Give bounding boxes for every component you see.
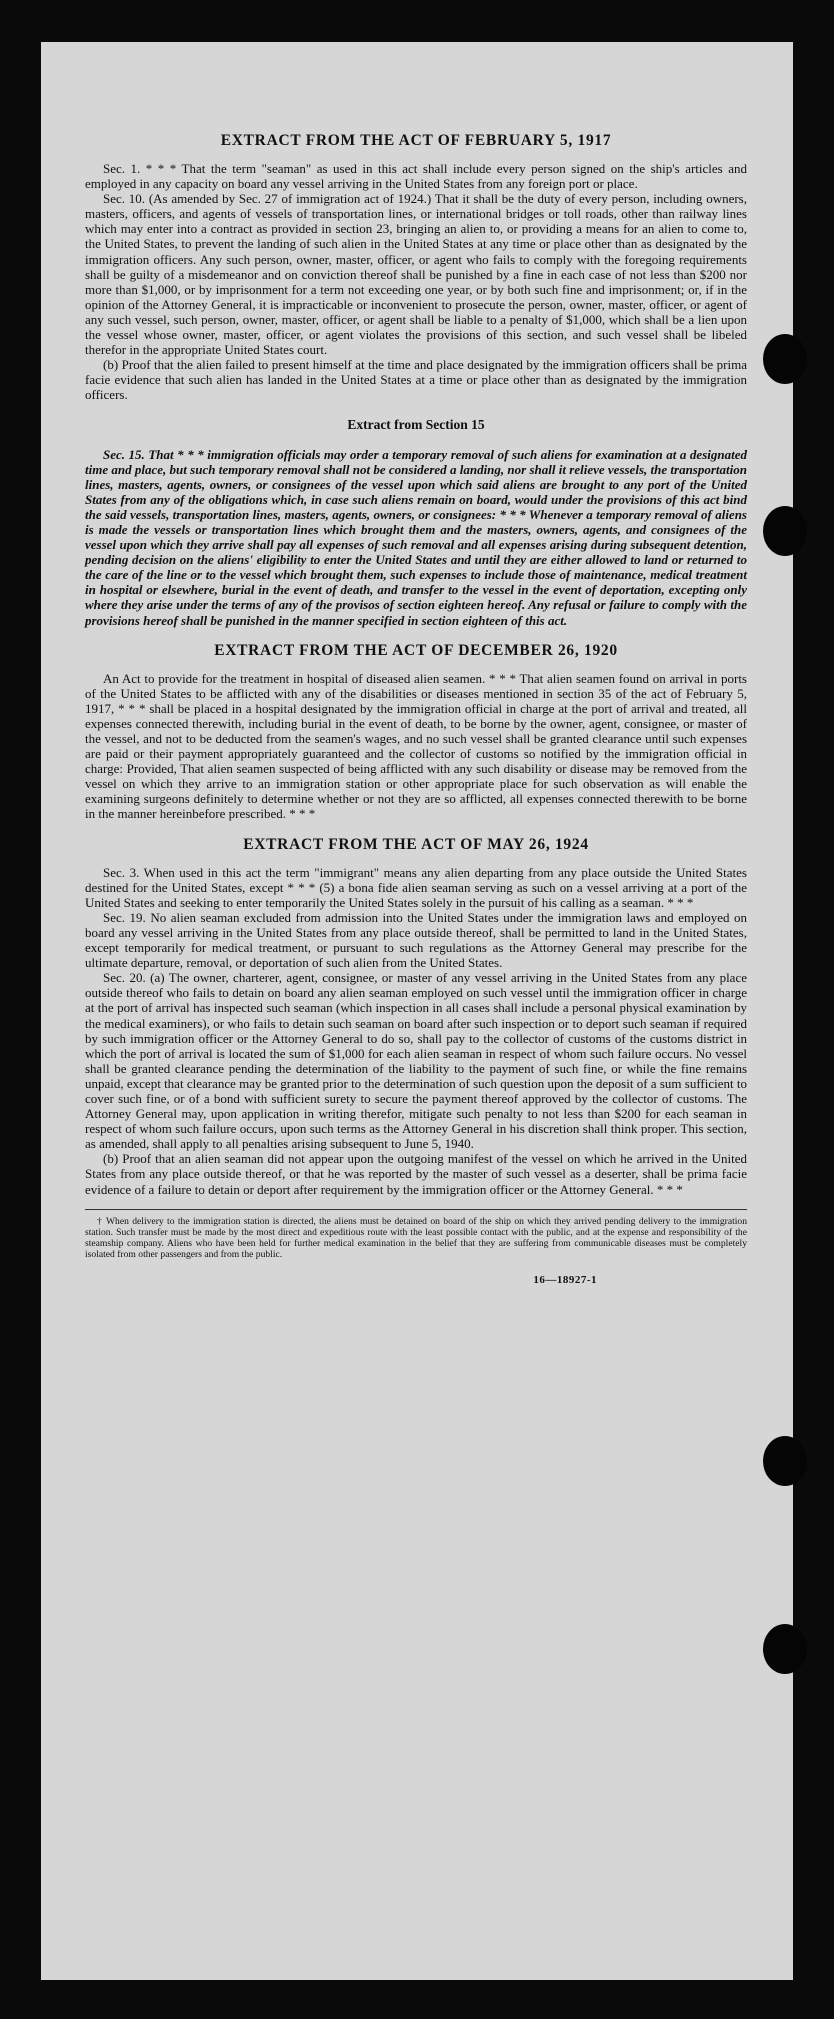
paragraph-sec-3: Sec. 3. When used in this act the term "immigrant" means any alien departing from any place outside the United States destined for the United States, except * * * (5) a bona fide alien seaman serving as such on a vessel arriving at a port of the United States and seeking to enter temporarily the United States solely in the pursuit of his calling as a seaman. * * *: [85, 864, 747, 910]
paragraph-sec-10: Sec. 10. (As amended by Sec. 27 of immigration act of 1924.) That it shall be the duty of every person, including owners, masters, officers, and agents of vessels of transportation lines, or international bridges or toll roads, other than railway lines which may enter into a contract as provided in section 23, bringing an alien to, or providing a means for an alien to come to, the United States, to prevent the landing of such alien in the United States at any time or place other than as designated by the immigration officers. Any such person, owner, master, officer, or agent who fails to comply with the foregoing requirements shall be guilty of a misdemeanor and on conviction thereof shall be punished by a fine in each case of not less than $200 nor more than $1,000, or by imprisonment for a term not exceeding one year, or by both such fine and imprisonment; or, if in the opinion of the Attorney General, it is impracticable or inconvenient to prosecute the person, owner, master, officer, or agent of any such vessel, such person, owner, master, officer, or agent shall be liable to a penalty of $1,000, which shall be a lien upon the vessel whose owner, master, officer, or agent violates the provisions of this section, and such vessel shall be libeled therefor in the appropriate United States court.: [85, 191, 747, 358]
document-page: [41, 42, 793, 1980]
heading-act-1917: EXTRACT FROM THE ACT OF FEBRUARY 5, 1917: [220, 132, 612, 149]
heading-section-15: Extract from Section 15: [347, 416, 485, 432]
print-code: 16—18927-1: [533, 1273, 597, 1286]
punch-hole: [763, 1624, 807, 1674]
punch-hole: [763, 1436, 807, 1486]
paragraph-sec-20-b: (b) Proof that an alien seaman did not appear upon the outgoing manifest of the vessel on which he arrived in the United States from any place outside thereof, or that he was reported by the master of such vessel as a deserter, shall be prima facie evidence of a failure to detain or deport after requirement by the immigration officer or the Attorney General. * * *: [85, 1151, 747, 1197]
heading-act-1924: EXTRACT FROM THE ACT OF MAY 26, 1924: [243, 835, 589, 853]
punch-hole: [763, 334, 807, 384]
paragraph-sec-19: Sec. 19. No alien seaman excluded from admission into the United States under the immigration laws and employed on board any vessel arriving in the United States from any place outside thereof, shall be permitted to land in the United States, except temporarily for medical treatment, or pursuant to such regulations as the Attorney General may prescribe for the ultimate departure, removal, or deportation of such alien from the United States.: [85, 909, 747, 971]
paragraph-sec-15: Sec. 15. That * * * immigration officials may order a temporary removal of such aliens for examination at a designated time and place, but such temporary removal shall not be considered a landing, nor shall it relieve vessels, the transportation lines, masters, agents, owners, or consignees of the vessel upon which said aliens are brought to any port of the United States from any of the obligations which, in case such aliens remain on board, would under the provisions of this act bind the said vessels, transportation lines, masters, agents, owners, or consignees: * * * Whenever a temporary removal of aliens is made the vessels or transportation lines which brought them and the masters, owners, agents, and consignees of the vessel upon which they arrive shall pay all expenses of such removal and all expenses arising during subsequent detention, pending decision on the aliens' eligibility to enter the United States and until they are either allowed to land or returned to the care of the line or to the vessel which brought them, such expenses to include those of maintenance, medical treatment in hospital or elsewhere, burial in the event of death, and transfer to the vessel in the event of deportation, excepting only where they arise under the terms of any of the provisos of section eighteen hereof. Any refusal or failure to comply with the provisions hereof shall be punished in the manner specified in section eighteen of this act.: [85, 446, 747, 628]
paragraph-sec-10-b: (b) Proof that the alien failed to present himself at the time and place designated by the immigration officers shall be prima facie evidence that such alien has landed in the United States at a time or place other than as designated by the immigration officers.: [85, 357, 747, 403]
paragraph-sec-20: Sec. 20. (a) The owner, charterer, agent, consignee, or master of any vessel arriving in the United States from any place outside thereof who fails to detain on board any alien seaman employed on such vessel until the immigration officer in charge at the port of arrival has inspected such seaman (which inspection in all cases shall include a personal physical examination by the medical examiners), or who fails to detain such seaman on board after such inspection or to deport such seaman if required by such immigration officer or the Attorney General to do so, shall pay to the collector of customs of the customs district in which the port of arrival is located the sum of $1,000 for each alien seaman in respect of whom such failure occurs. No vessel shall be granted clearance pending the determination of the liability to the payment of such fine, or while the fine remains unpaid, except that clearance may be granted prior to the determination of such question upon the deposit of a sum sufficient to cover such fine, or of a bond with sufficient surety to secure the payment thereof approved by the collector of customs. The Attorney General may, upon application in writing therefor, mitigate such penalty to not less than $200 for each seaman in respect of whom such failure occurs, upon such terms as the Attorney General in his discretion shall think proper. This section, as amended, shall apply to all penalties arising subsequent to June 5, 1940.: [85, 970, 747, 1152]
paragraph-act-1920: An Act to provide for the treatment in hospital of diseased alien seamen. * * * That alien seamen found on arrival in ports of the United States to be afflicted with any of the disabilities or diseases mentioned in section 35 of the act of February 5, 1917, * * * shall be placed in a hospital designated by the immigration official in charge at the port of arrival and treated, all expenses connected therewith, including burial in the event of death, to be borne by the owner, agent, consignee, or master of the vessel, and not to be deducted from the seamen's wages, and no such vessel shall be granted clearance until such expenses are paid or their payment appropriately guaranteed and the collector of customs so notified by the immigration official in charge: Provided, That alien seamen suspected of being afflicted with any such disability or disease may be removed from the vessel on which they arrive to an immigration station or other appropriate place for such observation as will enable the examining surgeons definitely to determine whether or not they are so afflicted, all expenses connected therewith to be borne in the manner hereinbefore prescribed. * * *: [85, 670, 747, 822]
paragraph-sec-1: Sec. 1. * * * That the term "seaman" as used in this act shall include every person signed on the ship's articles and employed in any capacity on board any vessel arriving in the United States from any foreign port or place.: [85, 161, 747, 192]
footnote: † When delivery to the immigration station is directed, the aliens must be detained on board of the ship on which they arrived pending delivery to the immigration station. Such transfer must be made by the most direct and expeditious route with the least possible contact with the public, and at the expense and responsibility of the steamship company. Aliens who have been held for further medical examination in the belief that they are suffering from communicable diseases must be completely isolated from other passengers and from the public.: [85, 1209, 747, 1260]
heading-act-1920: EXTRACT FROM THE ACT OF DECEMBER 26, 1920: [214, 641, 618, 659]
punch-hole: [763, 506, 807, 556]
